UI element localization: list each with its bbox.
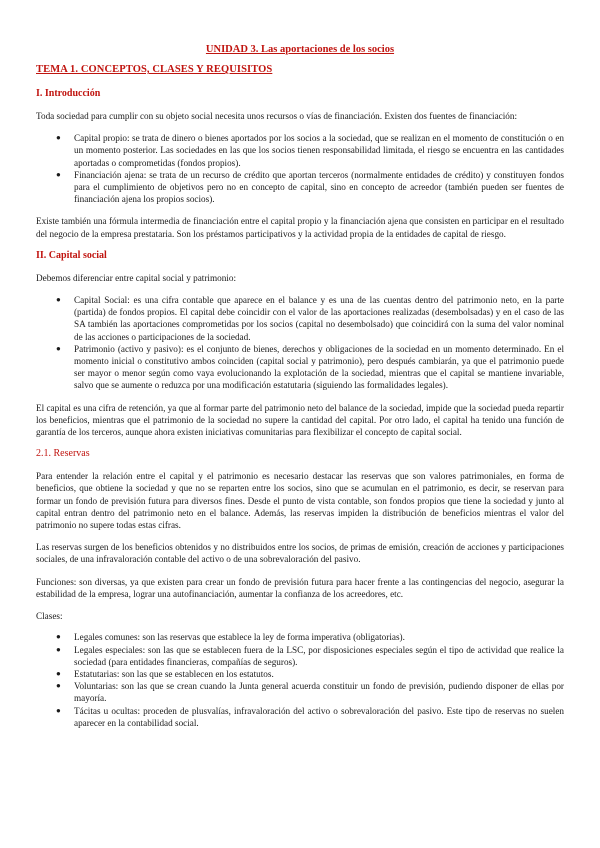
reservas-paragraph-2: Las reservas surgen de los beneficios obtenidos y no distribuidos entre los socios, de primas de emisión, creación de acciones y participaciones sociales, de una infravaloración contable del activo o de una sobrevaloración del pasivo. [36, 542, 564, 565]
list-item: ● Estatutarias: son las que se establecen en los estatutos. [56, 668, 274, 679]
capital-bullet-list [36, 294, 564, 392]
list-item: ● Capital Social: es una cifra contable que aparece en el balance y es una de las cuentas dentro del patrimonio neto, en la parte (partida) de fondos propios. El capital debe coincidir con el valor de las aportaciones realizadas (desembolsadas) y en el caso de las SA también las aportaciones comprometidas por los socios (capital no desembolsado) que coincidirá con la suma del valor nominal de las acciones o participaciones de la sociedad. [56, 295, 564, 342]
bullet-icon: ● [56, 169, 61, 179]
list-item: ● Capital propio: se trata de dinero o bienes aportados por los socios a la sociedad, que se realizan en el momento de constitución o en un momento posterior. Las sociedades en las que los socios tienen responsabilidad limitada, el riesgo se encuentra en las cantidades aportadas o comprometidas (fondos propios). [56, 133, 564, 168]
intro-bullet-list [36, 132, 564, 205]
list-item: ● Patrimonio (activo y pasivo): es el conjunto de bienes, derechos y obligaciones de la sociedad en un momento determinado. En el momento inicial o constitutivo ambos coinciden (capital social y patrimonio), pero después cambiarán, ya que el patrimonio puede ser mayor o menor según como vaya evolucionando la explotación de la sociedad, mientras que el capital se mantiene invariable, salvo que se aumente o reduzca por una modificación estatutaria (siguiendo las formalidades legales). [56, 343, 564, 391]
section-heading-capital: II. Capital social [36, 249, 107, 261]
bullet-icon: ● [56, 705, 61, 715]
capital-paragraph-1: Debemos diferenciar entre capital social y patrimonio: [36, 272, 237, 283]
document-page [36, 44, 564, 739]
list-item: ● Voluntarias: son las que se crean cuando la Junta general acuerda constituir un fondo de previsión, pudiendo disponer de ellas por mayoría. [56, 681, 564, 704]
reservas-paragraph-4: Clases: [36, 611, 63, 622]
reservas-bullet-list [36, 631, 564, 729]
page-title: UNIDAD 3. Las aportaciones de los socios [205, 44, 395, 55]
bullet-icon: ● [56, 632, 61, 642]
intro-paragraph-2: Existe también una fórmula intermedia de financiación entre el capital propio y la financiación ajena que consisten en participar en el resultado del negocio de la empresa prestataria. Son los préstamos participativos y la actividad propia de la entidades de capital de riesgo. [36, 216, 564, 239]
list-item: ● Financiación ajena: se trata de un recurso de crédito que aportan terceros (normalmente entidades de crédito) y constituyen fondos para el cumplimiento de objetivos pero no en concepto de capital, sino en concepto de acreedor (también pueden ser fuentes de financiación ajena los propios socios). [56, 169, 564, 205]
reservas-paragraph-3: Funciones: son diversas, ya que existen para crear un fondo de previsión futura para hacer frente a las contingencias del negocio, asegurar la estabilidad de la empresa, lograr una autofinanciación, aumentar la confianza de los acreedores, etc. [36, 576, 564, 599]
list-item: ● Legales comunes: son las reservas que establece la ley de forma imperativa (obligatorias). [56, 632, 405, 643]
bullet-icon: ● [56, 343, 61, 353]
subsection-heading-reservas: 2.1. Reservas [36, 448, 90, 460]
capital-paragraph-2: El capital es una cifra de retención, ya que al formar parte del patrimonio neto del balance de la sociedad, impide que la sociedad pueda repartir los beneficios, mientras que el patrimonio de la sociedad no supere la cantidad del capital. Por otro lado, el capital ha tenido una función de garantía de los terceros, aunque ahora existen iniciativas comunitarias para flexibilizar el concepto de capital social. [36, 402, 564, 438]
topic-heading: TEMA 1. CONCEPTOS, CLASES Y REQUISITOS [36, 64, 273, 75]
bullet-icon: ● [56, 295, 61, 305]
bullet-icon: ● [56, 644, 61, 654]
section-heading-intro: I. Introducción [36, 88, 101, 99]
intro-paragraph-1: Toda sociedad para cumplir con su objeto social necesita unos recursos o vías de financiación. Existen dos fuentes de financiación: [36, 111, 518, 121]
reservas-paragraph-1: Para entender la relación entre el capital y el patrimonio es necesario destacar las reservas que son valores patrimoniales, en forma de beneficios, que obtiene la sociedad y que no se reparten entre los socios, sino que se acumulan en el patrimonio, es decir, se reservan para formar un fondo de previsión futura para diversos fines. Desde el punto de vista contable, son fondos propios que tiene la sociedad y junto al capital entran dentro del patrimonio neto en el balance. Además, las reservas impiden la distribución de beneficios mientras el valor del patrimonio no supere todas estas cifras. [36, 471, 564, 531]
bullet-icon: ● [56, 668, 61, 678]
bullet-icon: ● [56, 133, 61, 143]
list-item: ● Legales especiales: son las que se establecen fuera de la LSC, por disposiciones especiales según el tipo de actividad que realice la sociedad (para entidades financieras, compañías de seguros). [56, 644, 564, 667]
bullet-icon: ● [56, 681, 61, 691]
list-item: ● Tácitas u ocultas: proceden de plusvalías, infravaloración del activo o sobrevaloración del pasivo. Este tipo de reservas no suelen aparecer en la contabilidad social. [56, 705, 564, 728]
